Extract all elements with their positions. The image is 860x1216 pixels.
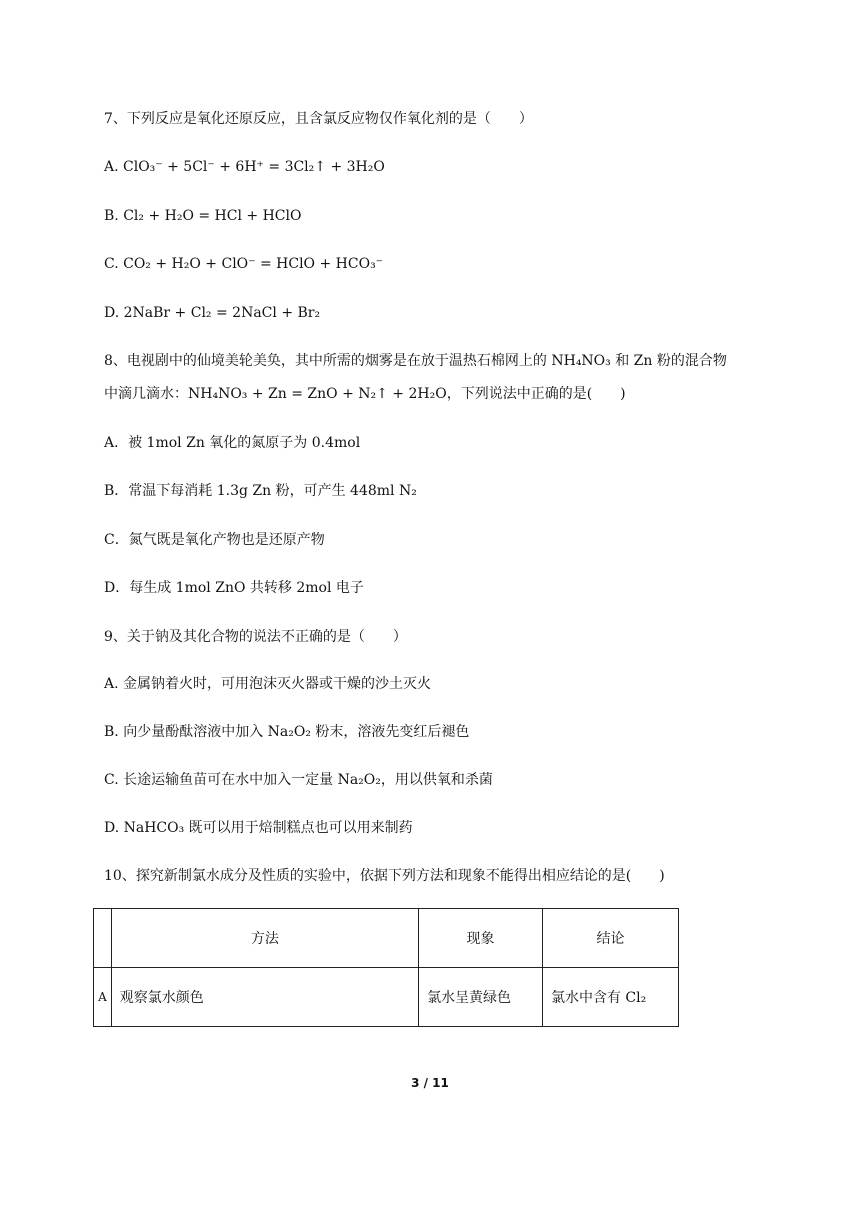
table-header-conclusion: 结论 bbox=[542, 909, 678, 968]
question-8-option-d: D．每生成 1mol ZnO 共转移 2mol 电子 bbox=[104, 580, 364, 596]
question-8-option-a: A．被 1mol Zn 氧化的氮原子为 0.4mol bbox=[104, 435, 361, 451]
table-cell-option: A bbox=[94, 968, 112, 1027]
question-7-stem: 7、下列反应是氧化还原反应，且含氯反应物仅作氧化剂的是（ ） bbox=[104, 111, 533, 127]
question-8-option-c: C．氮气既是氧化产物也是还原产物 bbox=[104, 532, 325, 548]
question-9-option-d: D. NaHCO₃ 既可以用于焙制糕点也可以用来制药 bbox=[104, 820, 413, 836]
question-8-option-b: B．常温下每消耗 1.3g Zn 粉，可产生 448ml N₂ bbox=[104, 483, 417, 499]
table-header-phenomenon: 现象 bbox=[419, 909, 543, 968]
table-cell-conclusion: 氯水中含有 Cl₂ bbox=[542, 968, 678, 1027]
table-cell-method: 观察氯水颜色 bbox=[111, 968, 418, 1027]
question-7-option-a: A. ClO₃⁻ + 5Cl⁻ + 6H⁺ = 3Cl₂↑ + 3H₂O bbox=[104, 159, 385, 175]
question-9-stem: 9、关于钠及其化合物的说法不正确的是（ ） bbox=[104, 629, 407, 645]
question-8-stem-line2: 中滴几滴水：NH₄NO₃ + Zn = ZnO + N₂↑ + 2H₂O，下列说法中正确的是( ) bbox=[104, 386, 626, 402]
question-7-option-c: C. CO₂ + H₂O + ClO⁻ = HClO + HCO₃⁻ bbox=[104, 256, 384, 272]
question-9-option-b: B. 向少量酚酞溶液中加入 Na₂O₂ 粉末，溶液先变红后褪色 bbox=[104, 724, 470, 740]
table-header-method: 方法 bbox=[111, 909, 418, 968]
question-7-option-d: D. 2NaBr + Cl₂ = 2NaCl + Br₂ bbox=[104, 305, 321, 321]
question-10-stem: 10、探究新制氯水成分及性质的实验中，依据下列方法和现象不能得出相应结论的是( ) bbox=[104, 868, 665, 884]
page-number: 3 / 11 bbox=[411, 1076, 449, 1090]
question-8-stem-line1: 8、电视剧中的仙境美轮美奂，其中所需的烟雾是在放于温热石棉网上的 NH₄NO₃ 和 Zn 粉的混合物 bbox=[104, 353, 727, 369]
table-row bbox=[94, 968, 679, 1027]
question-7-option-b: B. Cl₂ + H₂O = HCl + HClO bbox=[104, 208, 302, 224]
table-header-row bbox=[94, 909, 679, 968]
question-10-table bbox=[93, 908, 679, 1027]
table-cell-phenomenon: 氯水呈黄绿色 bbox=[419, 968, 543, 1027]
table-header-cell bbox=[94, 909, 112, 968]
question-9-option-c: C. 长途运输鱼苗可在水中加入一定量 Na₂O₂，用以供氧和杀菌 bbox=[104, 772, 493, 788]
question-9-option-a: A. 金属钠着火时，可用泡沫灭火器或干燥的沙土灭火 bbox=[104, 676, 432, 692]
